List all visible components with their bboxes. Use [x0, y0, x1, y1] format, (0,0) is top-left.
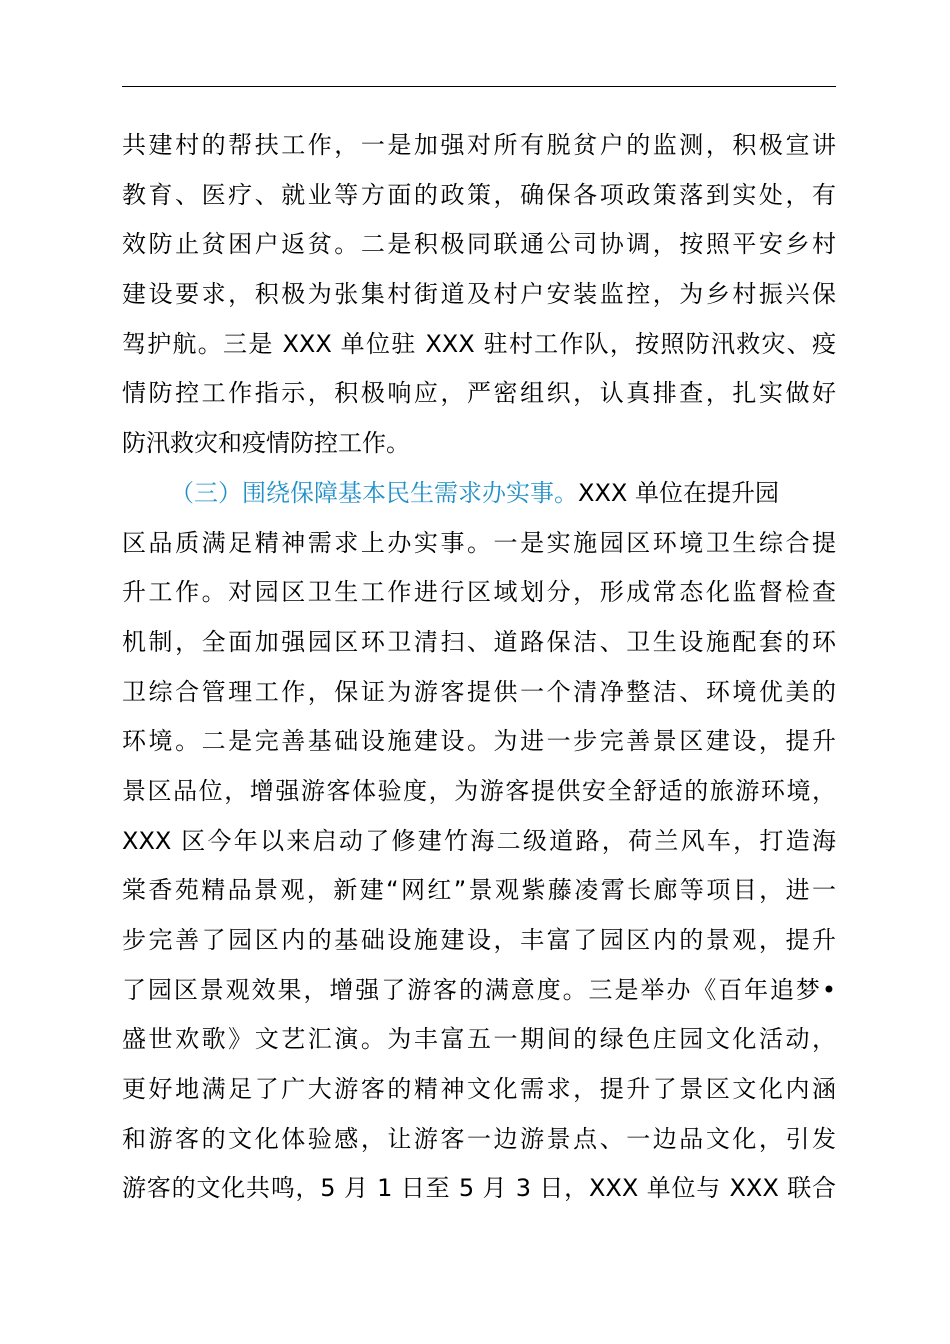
section-heading-continuation: XXX 单位在提升园: [578, 478, 779, 507]
paragraph-line: 更好地满足了广大游客的精神文化需求，提升了景区文化内涵: [122, 1075, 836, 1104]
header-rule: [122, 86, 836, 87]
paragraph-line: 共建村的帮扶工作，一是加强对所有脱贫户的监测，积极宣讲: [122, 131, 836, 159]
section-heading: （三）围绕保障基本民生需求办实事。: [170, 478, 578, 507]
paragraph-line: 盛世欢歌》文艺汇演。为丰富五一期间的绿色庄园文化活动，: [122, 1025, 836, 1054]
paragraph-line: 步完善了园区内的基础设施建设，丰富了园区内的景观，提升: [122, 926, 836, 954]
paragraph-line: 教育、医疗、就业等方面的政策，确保各项政策落到实处，有: [122, 180, 836, 209]
paragraph-line: 了园区景观效果，增强了游客的满意度。三是举办《百年追梦•: [122, 975, 836, 1004]
paragraph-line: 建设要求，积极为张集村街道及村户安装监控，为乡村振兴保: [122, 280, 836, 309]
paragraph-line: 区品质满足精神需求上办实事。一是实施园区环境卫生综合提: [122, 528, 836, 557]
paragraph-line: 卫综合管理工作，保证为游客提供一个清净整洁、环境优美的: [122, 677, 836, 706]
paragraph-line: 景区品位，增强游客体验度，为游客提供安全舒适的旅游环境，: [122, 776, 836, 805]
paragraph-line: 驾护航。三是 XXX 单位驻 XXX 驻村工作队，按照防汛救灾、疫: [122, 329, 836, 358]
paragraph-line: 情防控工作指示，积极响应，严密组织，认真排查，扎实做好: [122, 379, 836, 408]
paragraph-line: 升工作。对园区卫生工作进行区域划分，形成常态化监督检查: [122, 578, 836, 607]
section-heading-line: [122, 469, 836, 519]
paragraph-line: 防汛救灾和疫情防控工作。: [122, 429, 410, 458]
paragraph-line: 棠香苑精品景观，新建“网红”景观紫藤凌霄长廊等项目，进一: [122, 876, 836, 905]
paragraph-line: 效防止贫困户返贫。二是积极同联通公司协调，按照平安乡村: [122, 230, 836, 259]
paragraph-line: 游客的文化共鸣，5 月 1 日至 5 月 3 日，XXX 单位与 XXX 联合: [122, 1174, 836, 1203]
paragraph-line: 环境。二是完善基础设施建设。为进一步完善景区建设，提升: [122, 727, 836, 756]
paragraph-line: 机制，全面加强园区环卫清扫、道路保洁、卫生设施配套的环: [122, 627, 836, 656]
paragraph-line: XXX 区今年以来启动了修建竹海二级道路，荷兰风车，打造海: [122, 826, 836, 855]
paragraph-line: 和游客的文化体验感，让游客一边游景点、一边品文化，引发: [122, 1124, 836, 1153]
document-body: [122, 121, 836, 1214]
